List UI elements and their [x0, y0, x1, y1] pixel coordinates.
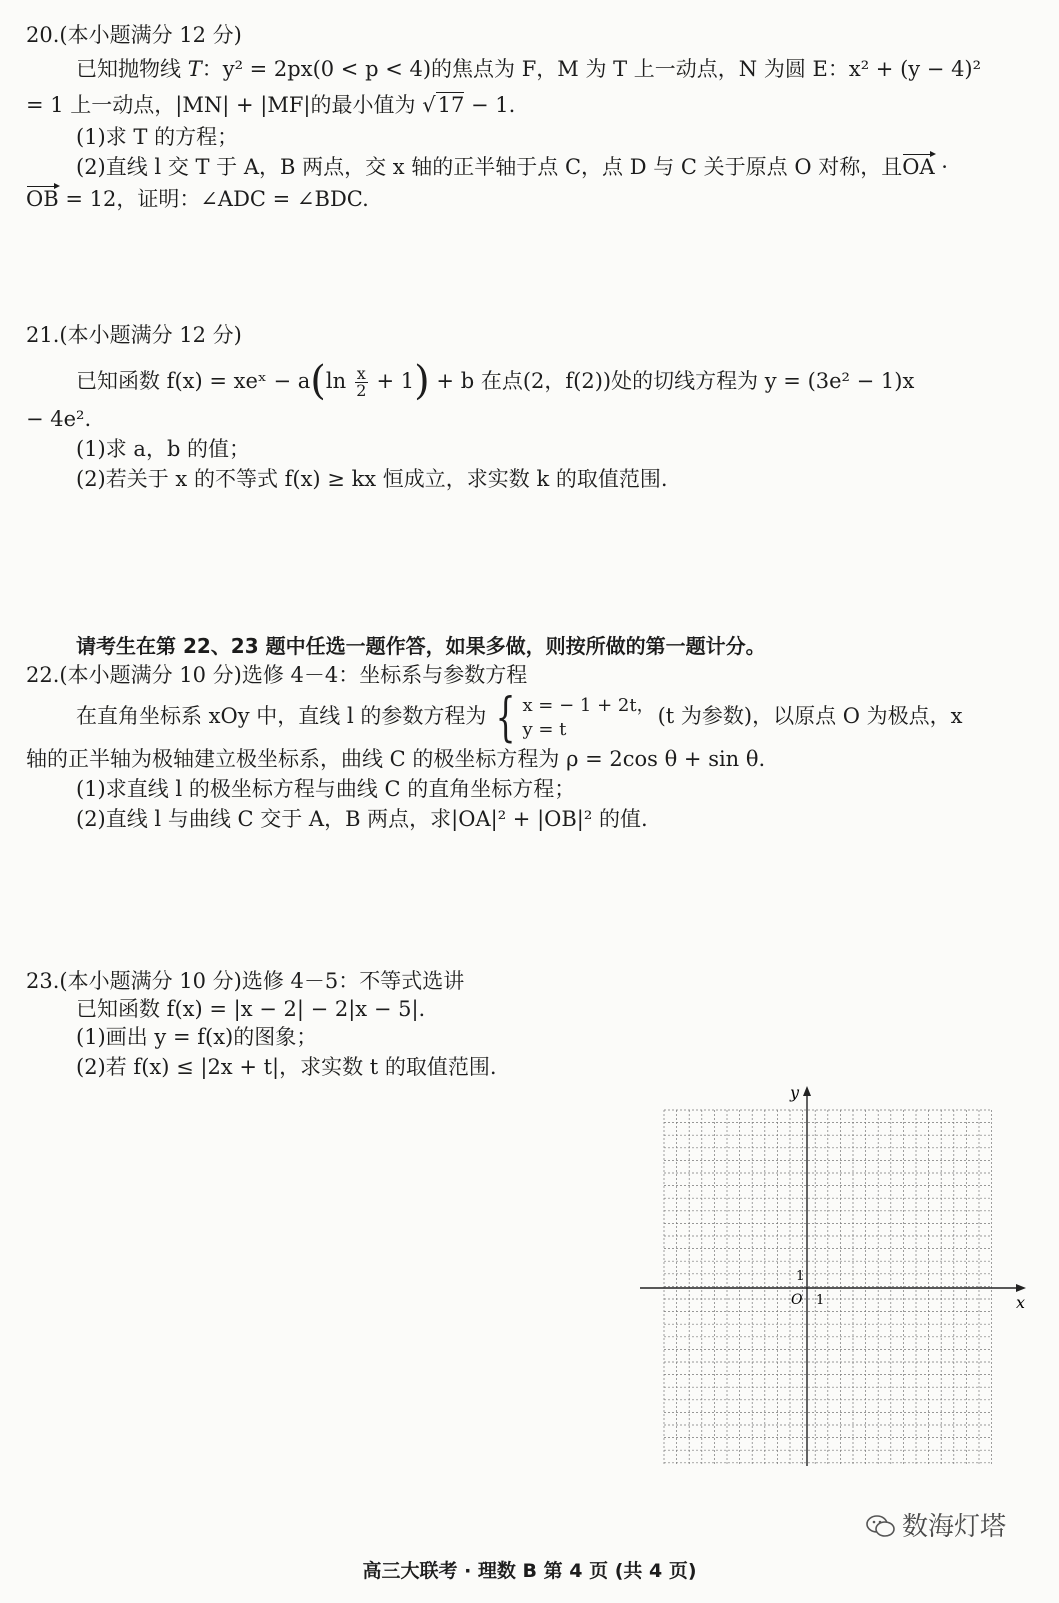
sqrt-symbol: √17 — [422, 93, 465, 117]
question-21-header: 21.(本小题满分 12 分) — [26, 323, 242, 347]
question-21-part-2: (2)若关于 x 的不等式 f(x) ≥ kx 恒成立，求实数 k 的取值范围. — [76, 467, 668, 491]
grid-svg — [636, 1080, 1036, 1480]
question-20-part-2-cont: OB = 12，证明：∠ADC = ∠BDC. — [26, 184, 369, 214]
question-20-header: 20.(本小题满分 12 分) — [26, 23, 242, 47]
coordinate-grid — [636, 1080, 1036, 1480]
question-21-part-1: (1)求 a，b 的值； — [76, 437, 251, 461]
question-23-stem: 已知函数 f(x) = |x − 2| − 2|x − 5|. — [76, 997, 426, 1021]
question-21-stem-line-1: 已知函数 f(x) = xeˣ − a(ln $\frac{x}{2}$ + 1) + b 在点(2，f(2))处的切线方程为 y = (3e² − 1)x — [76, 358, 915, 404]
origin-label: O — [791, 1292, 803, 1308]
question-22-part-2: (2)直线 l 与曲线 C 交于 A，B 两点，求|OA|² + |OB|² 的值. — [76, 807, 648, 831]
y-tick-label: 1 — [796, 1269, 805, 1284]
vector-oa: OA — [902, 152, 934, 182]
x-axis-label: x — [1016, 1293, 1026, 1312]
parametric-system: { x = − 1 + 2t， y = t — [495, 687, 655, 748]
question-21-stem-line-2: − 4e². — [26, 407, 92, 431]
question-23-header: 23.(本小题满分 10 分)选修 4－5：不等式选讲 — [26, 969, 465, 993]
question-20-stem-line-1: 已知抛物线 T：y² = 2px(0 < p < 4)的焦点为 F，M 为 T 上一动点，N 为圆 E：x² + (y − 4)² — [76, 57, 982, 81]
selection-notice: 请考生在第 22、23 题中任选一题作答，如果多做，则按所做的第一题计分。 — [76, 634, 766, 658]
question-23-part-2: (2)若 f(x) ≤ |2x + t|，求实数 t 的取值范围. — [76, 1055, 497, 1079]
vector-ob: OB — [26, 184, 59, 214]
y-axis-label: y — [790, 1083, 800, 1102]
question-23-part-1: (1)画出 y = f(x)的图象； — [76, 1025, 318, 1049]
wechat-logo-icon — [866, 1513, 896, 1539]
watermark: 数海灯塔 — [866, 1506, 1006, 1543]
question-20-part-2: (2)直线 l 交 T 于 A，B 两点，交 x 轴的正半轴于点 C，点 D 与 C 关于原点 O 对称，且OA · — [76, 152, 948, 182]
x-tick-label: 1 — [816, 1293, 825, 1308]
question-22-part-1: (1)求直线 l 的极坐标方程与曲线 C 的直角坐标方程； — [76, 777, 576, 801]
question-22-header: 22.(本小题满分 10 分)选修 4－4：坐标系与参数方程 — [26, 663, 528, 687]
y-axis-arrow-icon — [803, 1086, 811, 1096]
x-axis-arrow-icon — [1016, 1284, 1026, 1292]
fraction-x-over-2: $\frac{x}{2}$ — [356, 364, 367, 400]
question-20-part-1: (1)求 T 的方程； — [76, 125, 239, 149]
page-footer: 高三大联考 · 理数 B 第 4 页 (共 4 页) — [362, 1560, 697, 1582]
question-22-stem-line-2: 轴的正半轴为极轴建立极坐标系，曲线 C 的极坐标方程为 ρ = 2cos θ + sin θ. — [26, 747, 766, 771]
question-22-stem-line-1: 在直角坐标系 xOy 中，直线 l 的参数方程为 { x = − 1 + 2t， y = t (t 为参数)，以原点 O 为极点，x — [76, 687, 963, 748]
question-20-stem-line-2: = 1 上一动点，|MN| + |MF|的最小值为 √17 − 1. — [26, 90, 515, 120]
